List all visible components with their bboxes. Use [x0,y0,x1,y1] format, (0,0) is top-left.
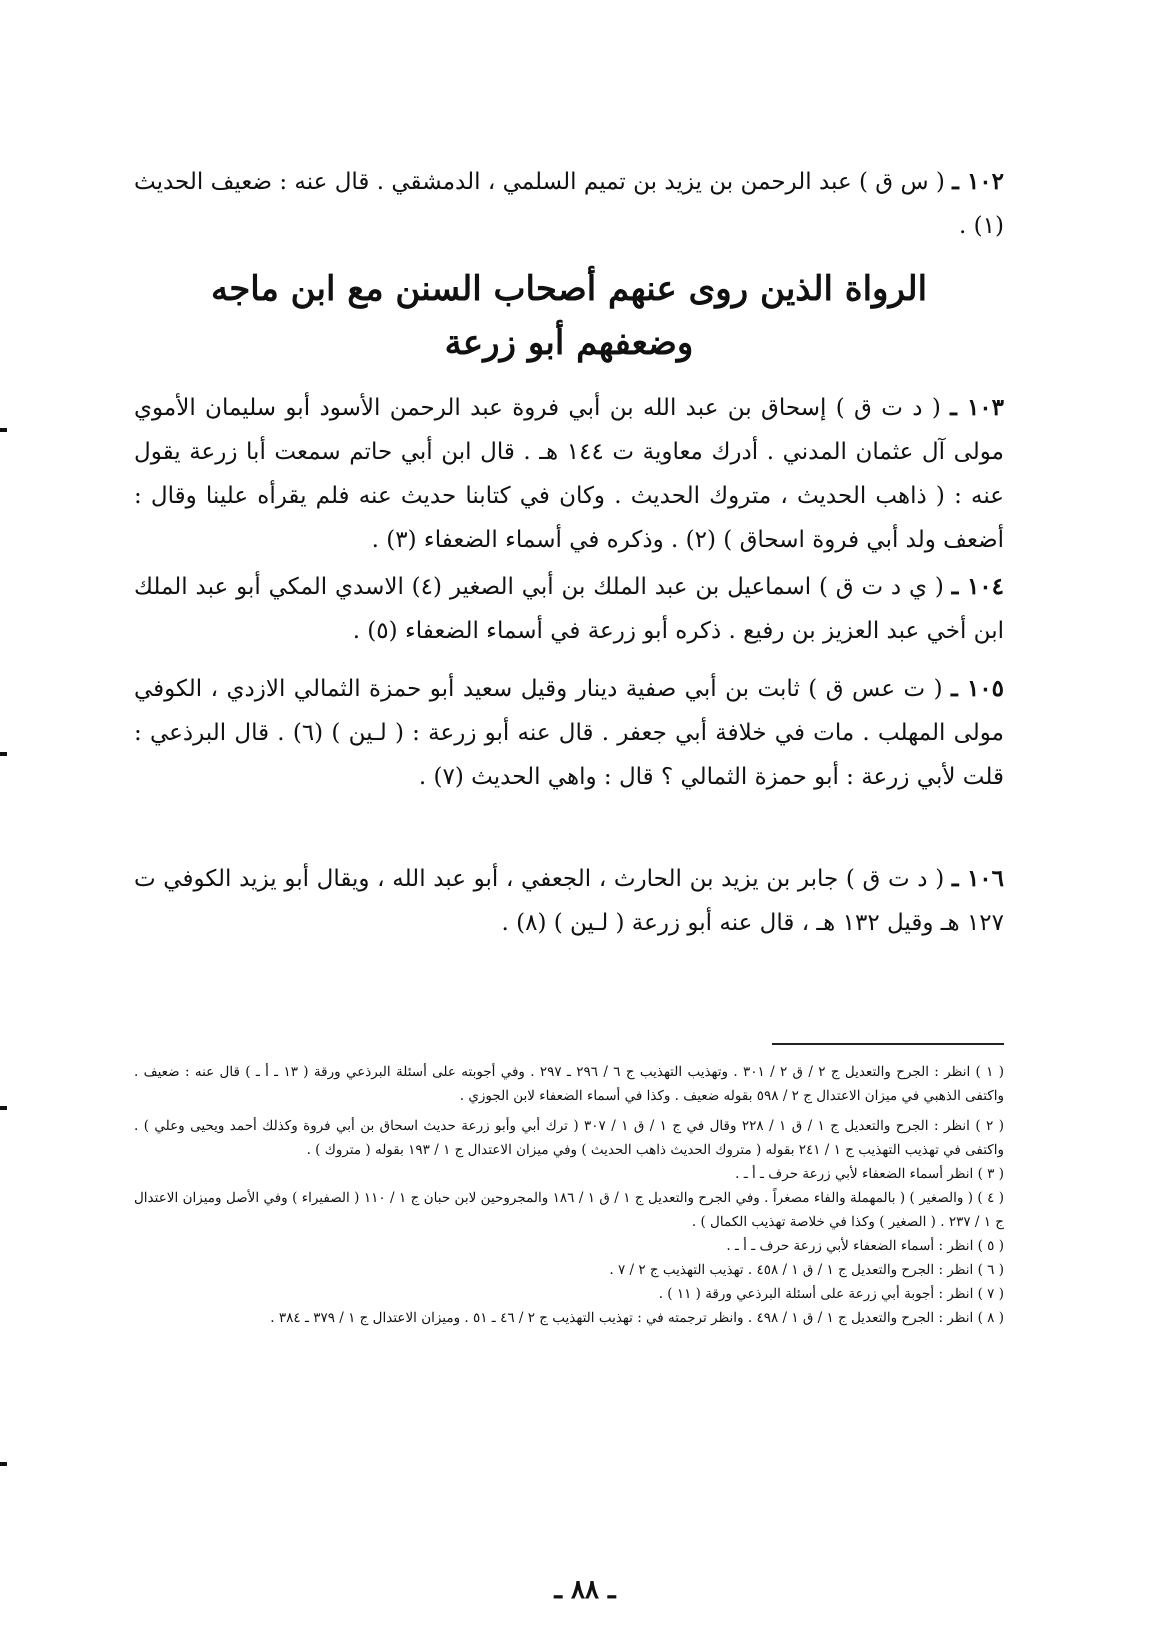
entry-number: ١٠٦ ـ [951,865,1004,892]
scan-edge-mark [0,428,7,432]
entry-number: ١٠٥ ـ [951,675,1004,702]
footnotes [134,1060,1004,1330]
footnote-6: ( ٦ ) انظر : الجرح والتعديل ج ١ / ق ١ / ٤٥٨ . تهذيب التهذيب ج ٢ / ٧ . [609,1262,1004,1278]
footnote-4: ( ٤ ) ( والصغير ) ( بالمهملة والفاء مصغراً . وفي الجرح والتعديل ج ١ / ق ١ / ١٨٦ والمجروحين لابن حبان ج ١ / ١١٠ ( الصفيراء ) وفي الأصل وميزان الاعتدال ج ١ / ٢٣٧ . ( الصغير ) وكذا في خلاصة تهذيب الكمال ) . [134,1190,1004,1230]
entry-106 [134,857,1004,945]
footnote-divider [772,1043,1004,1045]
footnote-8: ( ٨ ) انظر : الجرح والتعديل ج ١ / ق ١ / ٤٩٨ . وانظر ترجمته في : تهذيب التهذيب ج ٢ / ٤٦ ـ ٥١ . وميزان الاعتدال ج ١ / ٣٧٩ ـ ٣٨٤ . [270,1310,1004,1326]
entry-text: ( ي د ت ق ) اسماعيل بن عبد الملك بن أبي الصغير (٤) الاسدي المكي أبو عبد الملك ابن أخي عبد العزيز بن رفيع . ذكره أبو زرعة في أسماء الضعفاء (٥) . [134,574,1004,644]
heading-line-2: وضعفهم أبو زرعة [444,323,694,363]
entry-number: ١٠٤ ـ [951,573,1005,600]
footnote-1: ( ١ ) انظر : الجرح والتعديل ج ٢ / ق ٢ / ٣٠١ . وتهذيب التهذيب ج ٦ / ٢٩٦ ـ ٢٩٧ . وفي أجوبته على أسئلة البرذعي ورقة ( ١٣ ـ أ ـ ) قال عنه : ضعيف . واكتفى الذهبي في ميزان الاعتدال ج ٢ / ٥٩٨ بقوله ضعيف . وكذا في أسماء الضعفاء لابن الجوزي . [134,1064,1004,1104]
scan-edge-mark [0,1462,7,1466]
page-number: ـ ٨٨ ـ [554,1575,616,1605]
entry-text: ( ت عس ق ) ثابت بن أبي صفية دينار وقيل سعيد أبو حمزة الثمالي الازدي ، الكوفي مولى المهلب . مات في خلافة أبي جعفر . قال عنه أبو زرعة : ( لـين ) (٦) . قال البرذعي : قلت لأبي زرعة : أبو حمزة الثمالي ؟ قال : واهي الحديث (٧) . [134,676,1005,790]
footnote-3: ( ٣ ) انظر أسماء الضعفاء لأبي زرعة حرف ـ أ ـ . [735,1166,1004,1182]
footnote-2: ( ٢ ) انظر : الجرح والتعديل ج ١ / ق ١ / ٢٢٨ وقال في ج ١ / ق ١ / ٣٠٧ ( ترك أبي وأبو زرعة حديث اسحاق بن أبي فروة وكذلك أحمد ويحيى وعلي ) . واكتفى في تهذيب التهذيب ج ١ / ٢٤١ بقوله ( متروك الحديث ذاهب الحديث ) وفي ميزان الاعتدال ج ١ / ١٩٣ بقوله ( متروك ) . [134,1118,1004,1158]
footnote-7: ( ٧ ) انظر : أجوبة أبي زرعة على أسئلة البرذعي ورقة ( ١١ ) . [658,1286,1004,1302]
entry-104 [134,565,1004,653]
entry-text: ( د ت ق ) جابر بن يزيد بن الحارث ، الجعفي ، أبو عبد الله ، ويقال أبو يزيد الكوفي ت ١٢٧ هـ وقيل ١٣٢ هـ ، قال عنه أبو زرعة ( لـين ) (٨) . [134,866,1004,936]
entry-103 [134,386,1004,562]
entry-105 [134,667,1004,799]
section-heading [134,262,1004,370]
heading-line-1: الرواة الذين روى عنهم أصحاب السنن مع ابن ماجه [210,269,928,309]
entry-102 [134,160,1004,248]
footnote-5: ( ٥ ) انظر : أسماء الضعفاء لأبي زرعة حرف ـ أ ـ . [726,1238,1004,1254]
entry-text: ( د ت ق ) إسحاق بن عبد الله بن أبي فروة عبد الرحمن الأسود أبو سليمان الأموي مولى آل عثمان المدني . أدرك معاوية ت ١٤٤ هـ . قال ابن أبي حاتم سمعت أبا زرعة يقول عنه : ( ذاهب الحديث ، متروك الحديث . وكان في كتابنا حديث عنه فلم يقرأه علينا وقال : أضعف ولد أبي فروة اسحاق ) (٢) . وذكره في أسماء الضعفاء (٣) . [134,395,1004,553]
scan-edge-mark [0,752,7,756]
entry-number: ١٠٢ ـ [952,168,1004,195]
entry-number: ١٠٣ ـ [950,394,1004,421]
entry-text: ( س ق ) عبد الرحمن بن يزيد بن تميم السلمي ، الدمشقي . قال عنه : ضعيف الحديث (١) . [134,169,1004,239]
scan-edge-mark [0,1106,7,1110]
